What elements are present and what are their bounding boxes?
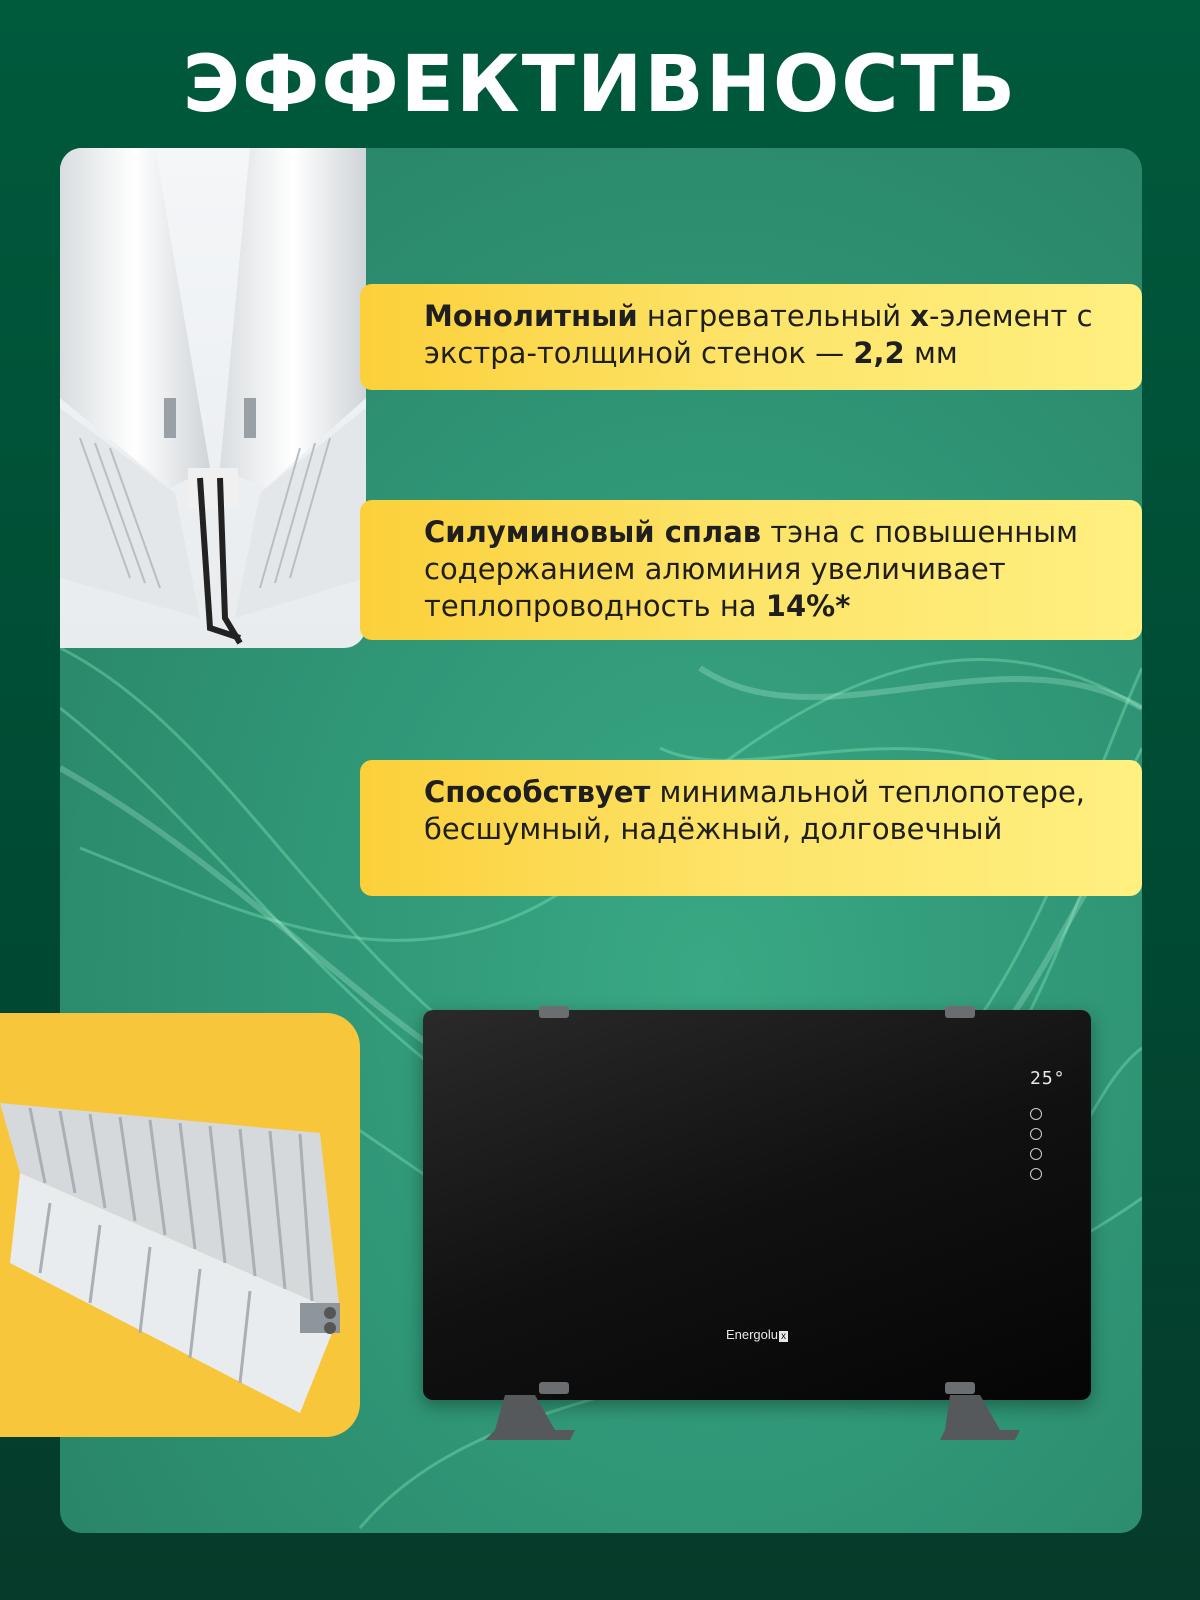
- feature-1-text: нагревательный: [637, 299, 911, 333]
- power-icon[interactable]: [1030, 1108, 1042, 1120]
- heating-element-top-photo: [60, 148, 366, 648]
- mounting-clip-left: [539, 1006, 569, 1018]
- left-foot: [485, 1395, 575, 1445]
- heating-element-side-illustration: [0, 1013, 360, 1437]
- feature-3-text: минимальной теплопотере, бесшумный, надёжный, долговечный: [424, 775, 1086, 846]
- down-icon[interactable]: [1030, 1168, 1042, 1180]
- mode-icon[interactable]: [1030, 1128, 1042, 1140]
- right-foot: [940, 1395, 1030, 1445]
- page-title: ЭФФЕКТИВНОСТЬ: [182, 40, 1018, 130]
- convector-heater-product: [423, 1010, 1091, 1400]
- heating-element-top-illustration: [60, 148, 366, 648]
- brand-name: Energolu: [725, 1327, 779, 1342]
- feature-reliability: [360, 760, 1142, 896]
- feature-1-text-2: -элемент с экстра-толщиной стенок —: [424, 299, 1093, 370]
- feature-1-bold: Монолитный: [424, 299, 638, 333]
- feature-3-bold: Способствует: [424, 775, 651, 809]
- heating-element-side-photo: [0, 1013, 360, 1437]
- feature-2-percent: 14%*: [765, 589, 851, 623]
- feature-silumin: [360, 500, 1142, 640]
- brand-logo: [423, 1327, 1091, 1342]
- feature-2-text: тэна с повышенным содержанием алюминия увеличивает теплопроводность на: [424, 515, 1079, 623]
- mounting-clip-right: [945, 1006, 975, 1018]
- feature-monolithic: [360, 284, 1142, 390]
- up-icon[interactable]: [1030, 1148, 1042, 1160]
- brand-x: x: [781, 1331, 787, 1342]
- feature-1-thickness: 2,2: [853, 336, 905, 370]
- foot-clip-left: [539, 1382, 569, 1394]
- temperature-display: 25°: [1030, 1068, 1066, 1089]
- foot-clip-right: [945, 1382, 975, 1394]
- feature-1-unit: мм: [904, 336, 958, 370]
- feature-1-bold-x: х: [910, 299, 930, 333]
- feature-2-bold: Силуминовый сплав: [424, 515, 762, 549]
